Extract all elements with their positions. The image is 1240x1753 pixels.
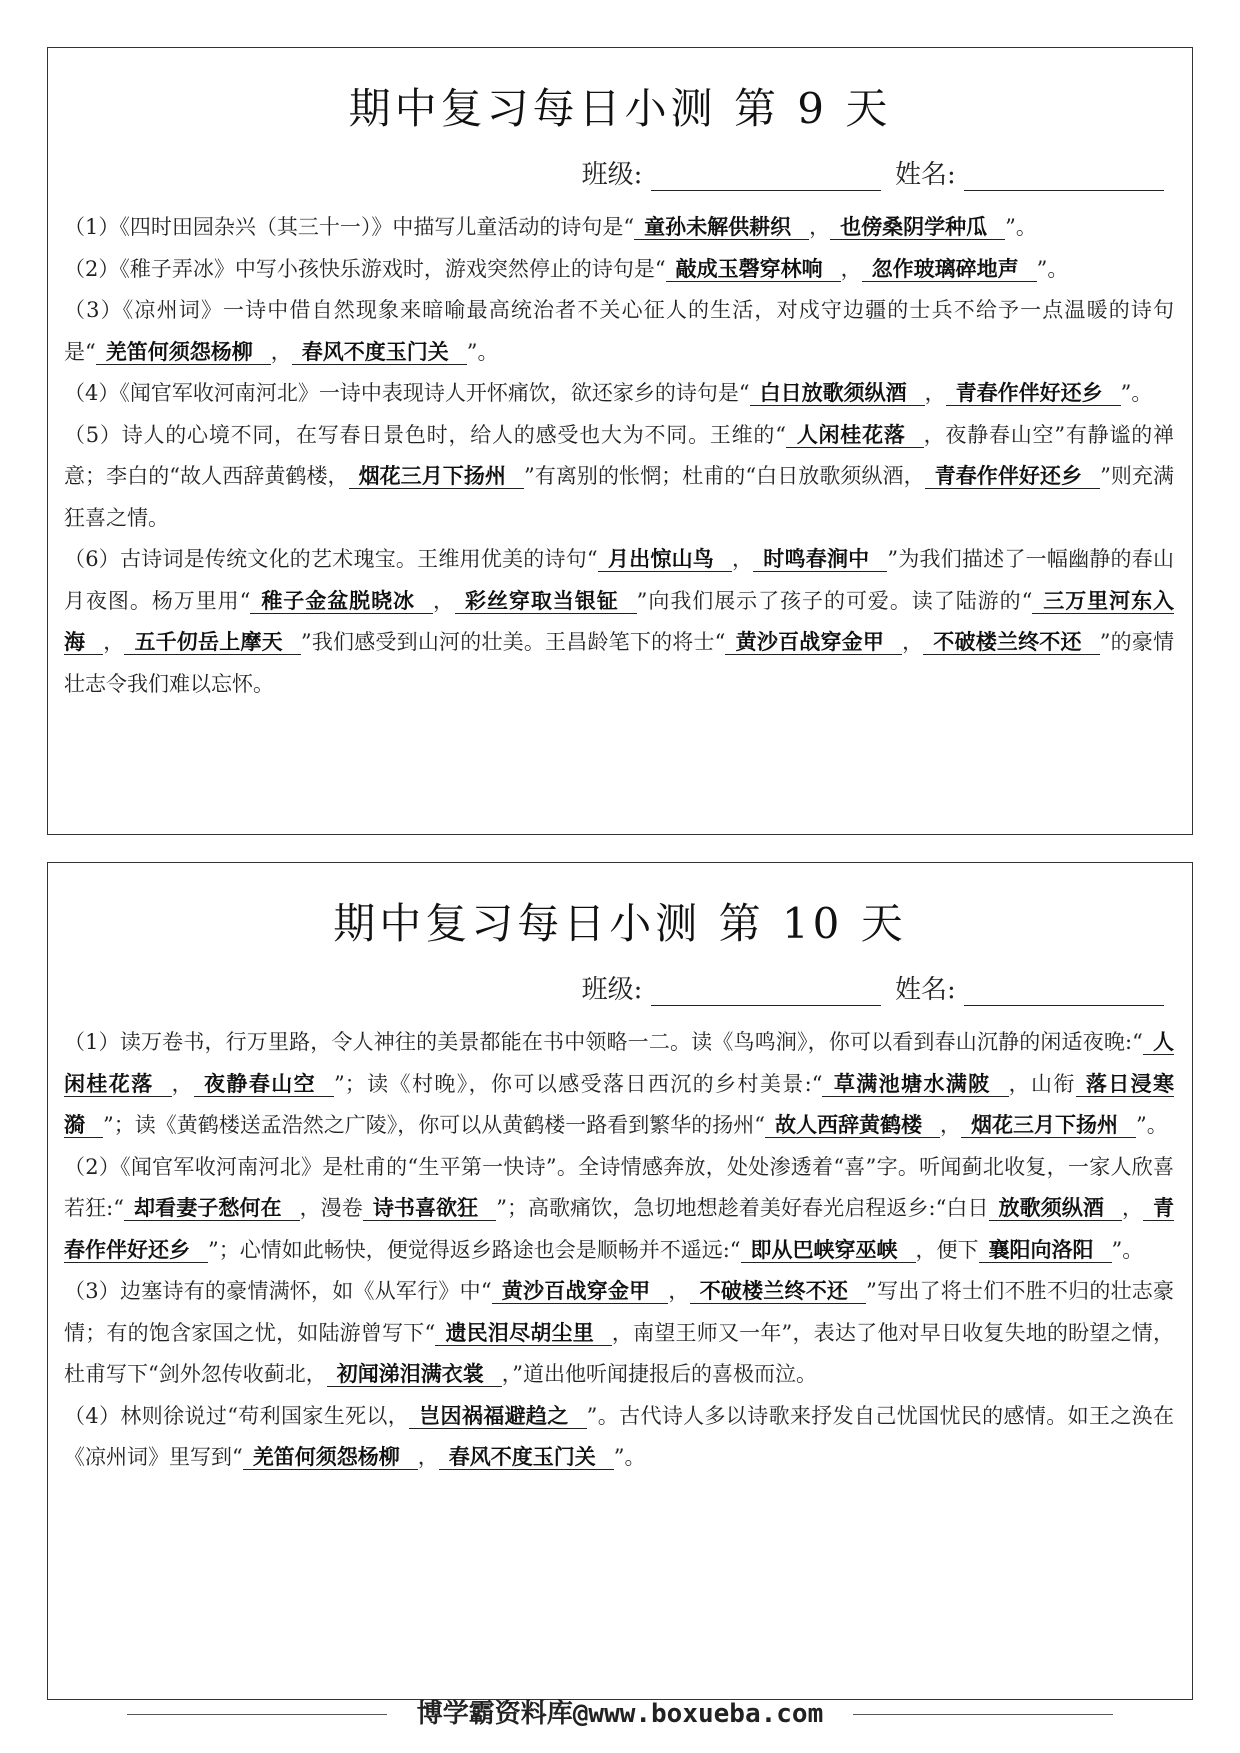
question-4: （4）《闻官军收河南河北》一诗中表现诗人开怀痛饮，欲还家乡的诗句是“ 白日放歌须纵酒 ， 青春作伴好还乡 ”。 (64, 381, 1153, 405)
answer-blank[interactable]: 黄沙百战穿金甲 (725, 630, 902, 655)
question-1: （1）读万卷书，行万里路，令人神往的美景都能在书中领略一二。读《鸟鸣涧》，你可以看到春山沉静的闲适夜晚:“ 人闲桂花落 ， 夜静春山空 ”；读《村晚》，你可以感受落日西沉的乡村美景:“ 草满池塘水满陂 ，山衔 落日浸寒漪 ”；读《黄鹤楼送孟浩然之广陵》，你可以从黄鹤楼一路看到繁华的扬州“ 故人西辞黄鹤楼 ， 烟花三月下扬州 ”。 (64, 1030, 1175, 1137)
answer-blank[interactable]: 遗民泪尽胡尘里 (435, 1321, 612, 1346)
answer-blank[interactable]: 烟花三月下扬州 (961, 1113, 1136, 1138)
class-blank[interactable] (651, 979, 881, 1006)
footer-rule-left (127, 1714, 387, 1715)
answer-blank[interactable]: 岂因祸福避趋之 (409, 1404, 587, 1429)
answer-blank[interactable]: 黄沙百战穿金甲 (492, 1279, 669, 1304)
answer-blank[interactable]: 落日浸寒漪 (64, 1071, 1175, 1137)
answer-blank[interactable]: 初闻涕泪满衣裳 (327, 1362, 502, 1387)
page-title: 期中复习每日小测 第 9 天 (348, 84, 892, 133)
answer-blank[interactable]: 敲成玉磬穿林响 (666, 257, 841, 282)
name-label: 姓名: (894, 975, 956, 1005)
answer-blank[interactable]: 三万里河东入海 (64, 588, 1175, 654)
footer (0, 1693, 1240, 1730)
answer-blank[interactable]: 羌笛何须怨杨柳 (243, 1445, 418, 1470)
page-title: 期中复习每日小测 第 10 天 (333, 899, 907, 948)
answer-blank[interactable]: 童孙未解供耕织 (634, 215, 809, 240)
question-2: （2）《稚子弄冰》中写小孩快乐游戏时，游戏突然停止的诗句是“ 敲成玉磬穿林响 ， 忽作玻璃碎地声 ”。 (64, 256, 1069, 281)
name-label: 姓名: (894, 160, 956, 190)
class-blank[interactable] (651, 164, 881, 191)
answer-blank[interactable]: 也傍桑阴学种瓜 (830, 215, 1005, 240)
question-6: （6）古诗词是传统文化的艺术瑰宝。王维用优美的诗句“ 月出惊山鸟 ， 时鸣春涧中 ”为我们描述了一幅幽静的春山月夜图。杨万里用“ 稚子金盆脱晓冰 ， 彩丝穿取当银钲 ”向我们展示了孩子的可爱。读了陆游的“ 三万里河东入海 ， 五千仞岳上摩天 ”我们感受到山河的壮美。王昌龄笔下的将士“ 黄沙百战穿金甲 ， 不破楼兰终不还 ”的豪情壮志令我们难以忘怀。 (64, 547, 1175, 696)
question-3: （3）边塞诗有的豪情满怀，如《从军行》中“ 黄沙百战穿金甲 ， 不破楼兰终不还 ”写出了将士们不胜不归的壮志豪情；有的饱含家国之忧，如陆游曾写下“ 遗民泪尽胡尘里 ，南望王师又一年”，表达了他对早日收复失地的盼望之情，杜甫写下“剑外忽传收蓟北， 初闻涕泪满衣裳 ，”道出他听闻捷报后的喜极而泣。 (64, 1279, 1175, 1386)
answer-blank[interactable]: 夜静春山空 (194, 1072, 334, 1097)
answer-blank[interactable]: 草满池塘水满陂 (822, 1072, 1008, 1097)
answer-blank[interactable]: 时鸣春涧中 (753, 547, 887, 572)
answer-blank[interactable]: 诗书喜欲狂 (363, 1196, 496, 1221)
question-5: （5）诗人的心境不同，在写春日景色时，给人的感受也大为不同。王维的“ 人闲桂花落 ，夜静春山空”有静谧的禅意；李白的“故人西辞黄鹤楼， 烟花三月下扬州 ”有离别的怅惘；杜甫的“白日放歌须纵酒， 青春作伴好还乡 ”则充满狂喜之情。 (64, 422, 1174, 530)
question-2: （2）《闻官军收河南河北》是杜甫的“生平第一快诗”。全诗情感奔放，处处渗透着“喜”字。听闻蓟北收复，一家人欣喜若狂:“ 却看妻子愁何在 ，漫卷 诗书喜欲狂 ”；高歌痛饮，急切地想趁着美好春光启程返乡:“白日 放歌须纵酒 ， 青春作伴好还乡 ”；心情如此畅快，便觉得返乡路途也会是顺畅并不遥远:“ 即从巴峡穿巫峡 ，便下 襄阳向洛阳 ”。 (64, 1154, 1175, 1262)
answer-blank[interactable]: 襄阳向洛阳 (979, 1238, 1112, 1263)
answer-blank[interactable]: 不破楼兰终不还 (923, 630, 1099, 655)
quiz-day-9 (47, 47, 1193, 835)
answer-blank[interactable]: 青春作伴好还乡 (64, 1196, 1175, 1262)
question-3: （3）《凉州词》一诗中借自然现象来暗喻最高统治者不关心征人的生活，对戍守边疆的士兵不给予一点温暖的诗句是“ 羌笛何须怨杨柳 ， 春风不度玉门关 ”。 (64, 298, 1174, 364)
answer-blank[interactable]: 人闲桂花落 (64, 1030, 1175, 1096)
footer-watermark: 博学霸资料库@www.boxueba.com (416, 1699, 824, 1729)
answer-blank[interactable]: 白日放歌须纵酒 (750, 381, 925, 406)
questions (64, 1022, 1174, 1479)
question-4: （4）林则徐说过“苟利国家生死以， 岂因祸福避趋之 ”。古代诗人多以诗歌来抒发自己忧国忧民的感情。如王之涣在《凉州词》里写到“ 羌笛何须怨杨柳 ， 春风不度玉门关 ”。 (64, 1403, 1175, 1469)
answer-blank[interactable]: 放歌须纵酒 (989, 1196, 1122, 1221)
answer-blank[interactable]: 羌笛何须怨杨柳 (96, 340, 271, 365)
answer-blank[interactable]: 烟花三月下扬州 (349, 464, 524, 489)
answer-blank[interactable]: 春风不度玉门关 (439, 1445, 614, 1470)
answer-blank[interactable]: 故人西辞黄鹤楼 (765, 1113, 940, 1138)
student-info-row (48, 969, 1192, 1006)
class-label: 班级: (581, 160, 643, 190)
answer-blank[interactable]: 稚子金盆脱晓冰 (250, 589, 433, 614)
answer-blank[interactable]: 人闲桂花落 (786, 423, 924, 448)
name-blank[interactable] (964, 164, 1164, 191)
answer-blank[interactable]: 忽作玻璃碎地声 (862, 257, 1037, 282)
class-label: 班级: (581, 975, 643, 1005)
answer-blank[interactable]: 青春作伴好还乡 (946, 381, 1121, 406)
answer-blank[interactable]: 五千仞岳上摩天 (124, 630, 300, 655)
questions (64, 207, 1174, 705)
student-info-row (48, 154, 1192, 191)
answer-blank[interactable]: 即从巴峡穿巫峡 (741, 1238, 916, 1263)
answer-blank[interactable]: 不破楼兰终不还 (690, 1279, 867, 1304)
quiz-day-10 (47, 862, 1193, 1700)
answer-blank[interactable]: 青春作伴好还乡 (925, 464, 1100, 489)
answer-blank[interactable]: 却看妻子愁何在 (124, 1196, 300, 1221)
question-1: （1）《四时田园杂兴（其三十一）》中描写儿童活动的诗句是“ 童孙未解供耕织 ， 也傍桑阴学种瓜 ”。 (64, 215, 1037, 239)
answer-blank[interactable]: 彩丝穿取当银钲 (455, 589, 637, 614)
answer-blank[interactable]: 月出惊山鸟 (598, 547, 732, 572)
answer-blank[interactable]: 春风不度玉门关 (292, 340, 467, 365)
name-blank[interactable] (964, 979, 1164, 1006)
footer-rule-right (853, 1714, 1113, 1715)
